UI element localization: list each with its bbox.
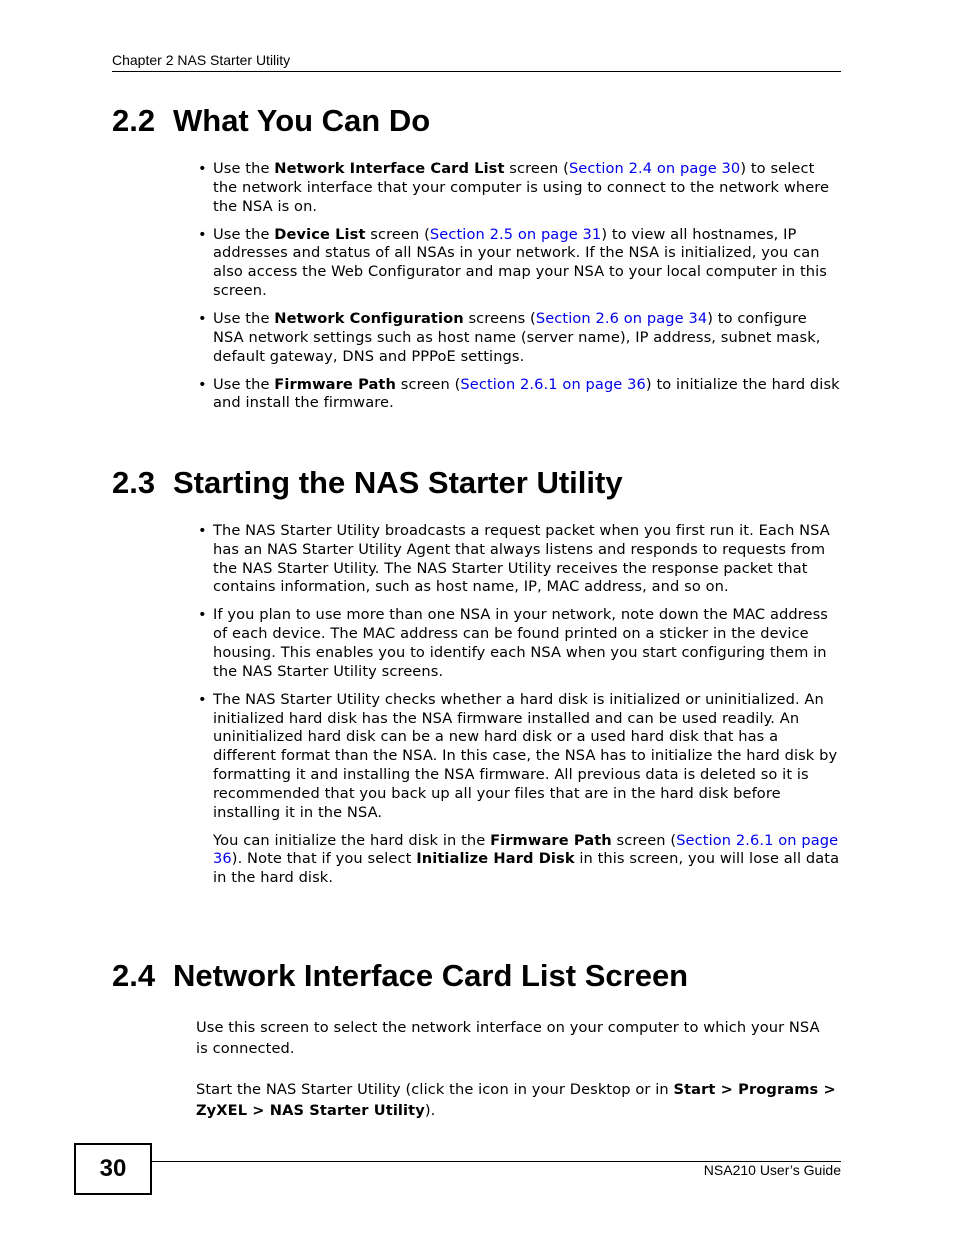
screen-name: Network Interface Card List [274,160,505,177]
text: screen ( [611,831,677,849]
section-number: 2.3 [112,465,156,500]
guide-title: NSA210 User’s Guide [703,1162,841,1178]
running-header: Chapter 2 NAS Starter Utility [112,52,291,68]
list-item [196,691,842,888]
option-name: Initialize Hard Disk [416,850,575,868]
text: in this screen, you will lose all data in the hard disk. [213,850,840,887]
screen-name: Device List [274,225,366,243]
screen-name: Network Configuration [274,309,464,327]
screen-name: Firmware Path [490,831,612,849]
text: Start the NAS Starter Utility (click the icon in your Desktop or in [196,1081,674,1098]
text: ) to initialize the hard disk and install the firmware. [213,375,840,412]
list-item: • The NAS Starter Utility broadcasts a request packet when you first run it. Each NSA has an NAS Starter Utility Agent that always listens and responds to requests from the NAS Starter Utility. The NAS Starter Utility receives the response packet that contains information, such as host name, IP, MAC address, and so on. [196,522,842,597]
text: ). [424,1102,436,1119]
section-link[interactable]: Section 2.5 on page 31 [429,225,602,243]
page-number: 30 [74,1143,152,1195]
text: screen ( [504,160,569,177]
menu-path: Start > Programs > ZyXEL > NAS Starter Utility [196,1081,836,1119]
text: Use the [213,375,275,393]
section-link[interactable]: Section 2.6.1 on page 36 [213,831,839,868]
intro-paragraph: Use this screen to select the network interface on your computer to which your NSA is connected. [196,1019,820,1057]
text: ). Note that if you select [231,850,417,868]
section-link[interactable]: Section 2.6.1 on page 36 [460,375,646,393]
section-title: Starting the NAS Starter Utility [173,465,623,500]
text: Use the [213,160,275,177]
screen-name: Firmware Path [274,375,396,393]
text: screen ( [396,375,461,393]
section-number: 2.2 [112,103,156,138]
text: ) to configure NSA network settings such as host name (server name), IP address, subnet mask, default gateway, DNS and PPPoE settings. [213,309,821,365]
starting-utility-list [196,522,842,897]
list-item [196,226,842,301]
list-item: • If you plan to use more than one NSA in your network, note down the MAC address of each device. The MAC address can be found printed on a sticker in the device housing. This enables you to identify each NSA when you start configuring them in the NAS Starter Utility screens. [196,606,842,681]
text: Use the [213,225,275,243]
section-link[interactable]: Section 2.4 on page 30 [568,160,741,177]
note-paragraph [213,832,842,888]
text: Use the [213,309,275,327]
text: You can initialize the hard disk in the [213,831,491,849]
start-paragraph [196,1079,836,1121]
text: ) to select the network interface that your computer is using to connect to the network where the NSA is on. [213,160,830,215]
section-link[interactable]: Section 2.6 on page 34 [535,309,708,327]
section-2-2-heading [112,103,430,139]
section-title: Network Interface Card List Screen [173,958,689,993]
what-you-can-do-list [196,160,842,422]
list-item [196,160,842,216]
list-item [196,376,842,414]
section-number: 2.4 [112,958,156,993]
section-title: What You Can Do [173,103,431,138]
text: screens ( [463,309,536,327]
section-2-3-heading [112,465,623,501]
list-item-text: The NAS Starter Utility checks whether a hard disk is initialized or uninitialized. An initialized hard disk has the NSA firmware installed and can be used readily. An uninitialized hard disk can be a new hard disk or a used hard disk that has a different format than the NSA. In this case, the NSA has to initialize the hard disk by formatting it and installing the NSA firmware. All previous data is deleted so it is recommended that you back up all your files that are in the hard disk before installing it in the NSA. [213,690,838,821]
section-2-4-heading [112,958,688,994]
list-item [196,310,842,366]
header-rule [112,71,841,72]
text: ) to view all hostnames, IP addresses and status of all NSAs in your network. If the NSA is initialized, you can also access the Web Configurator and map your NSA to your local computer in this screen. [213,225,827,299]
text: screen ( [365,225,430,243]
